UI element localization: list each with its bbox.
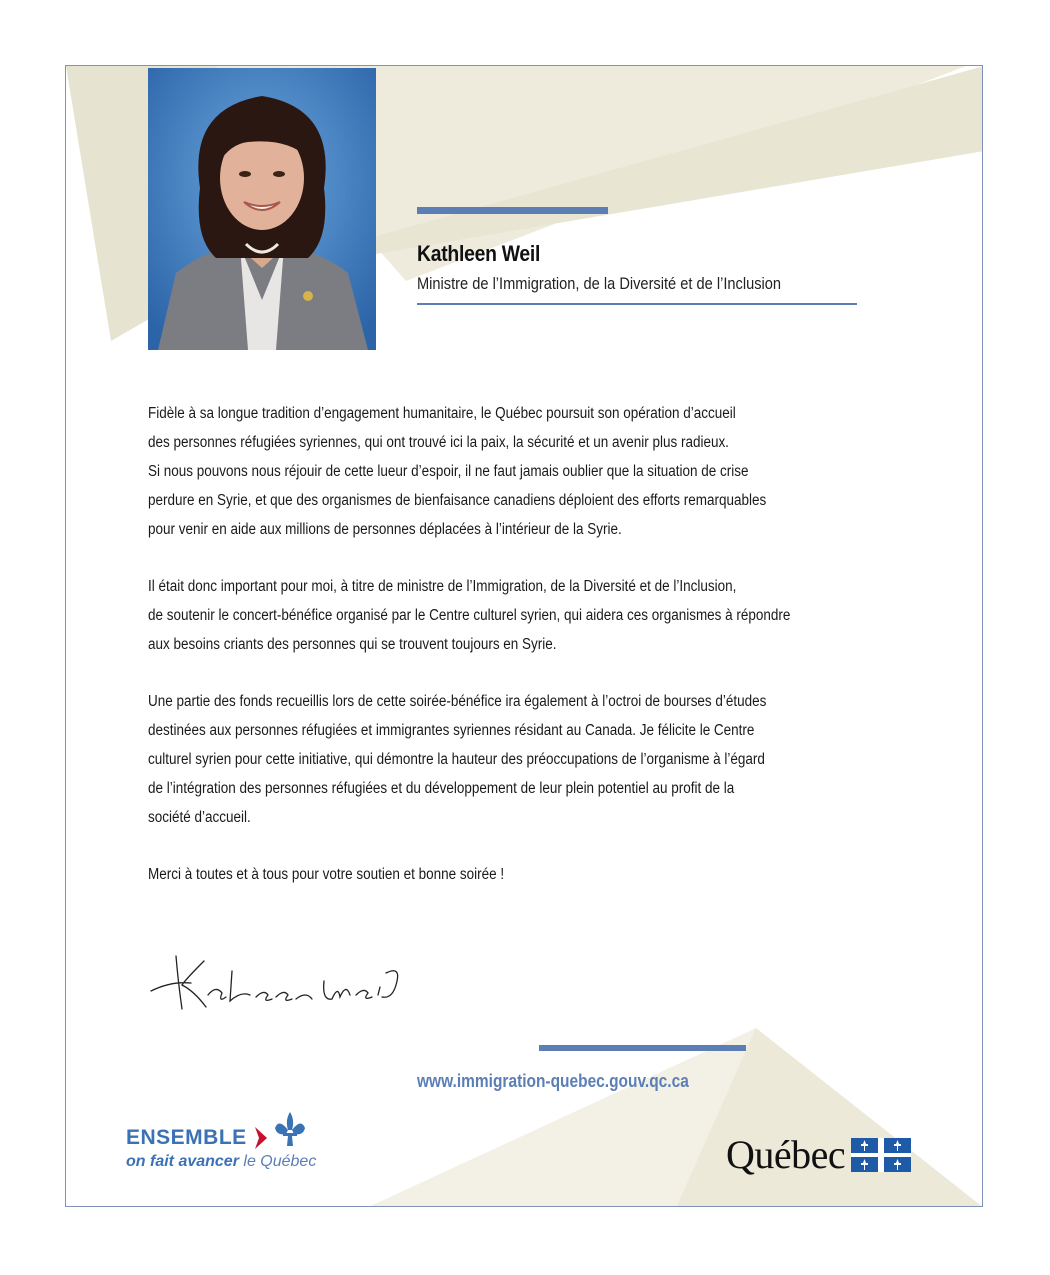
portrait-photo [148,68,376,350]
header-top-rule [417,207,608,214]
paragraph-3: Une partie des fonds recueillis lors de cette soirée-bénéfice ira également à l’octroi de bourses d’études destinées aux personnes réfugiées et immigrantes syriennes résidant au Canada. Je félicite le Centre culturel syrien pour cette initiative, qui démontre la hauteur des préoccupations de l’organisme à l’égard de l’intégration des personnes réfugiées et du développement de leur plein potentiel au profit de la société d’accueil. [148,693,767,826]
minister-title: Ministre de l’Immigration, de la Diversité et de l’Inclusion [417,274,782,293]
paragraph-1: Fidèle à sa longue tradition d’engagement humanitaire, le Québec poursuit son opération d’accueil des personnes réfugiées syriennes, qui ont trouvé ici la paix, la sécurité et un avenir plus radieux. Si nous pouvons nous réjouir de cette lueur d’espoir, il ne faut jamais oublier que la situation de crise perdure en Syrie, et que des organismes de bienfaisance canadiens déploient des efforts remarquables pour venir en aide aux millions de personnes déplacées à l’intérieur de la Syrie. [148,405,767,538]
url-rule [539,1045,746,1051]
quebec-flag-icon [851,1138,911,1172]
ensemble-word: ENSEMBLE [126,1126,247,1149]
ensemble-tagline [126,1153,316,1171]
quebec-logo [726,1131,911,1178]
quebec-wordmark: Québec [726,1132,846,1177]
header-bottom-rule [417,303,857,305]
signature-scribble [146,951,416,1021]
ensemble-tagline-end: le Québec [243,1153,317,1170]
letter-body [148,399,948,917]
ensemble-tagline-main: on fait avancer [126,1153,239,1170]
ensemble-logo [126,1124,316,1171]
minister-name: Kathleen Weil [417,241,541,266]
ensemble-chevron-icon [253,1125,271,1151]
fleur-de-lis-icon [273,1110,307,1152]
paragraph-2: Il était donc important pour moi, à titre de ministre de l’Immigration, de la Diversité et de l’Inclusion, de soutenir le concert-bénéfice organisé par le Centre culturel syrien, qui aidera ces organismes à répondre aux besoins criants des personnes qui se trouvent toujours en Syrie. [148,578,791,653]
letter-frame [65,65,983,1207]
paragraph-closing: Merci à toutes et à tous pour votre soutien et bonne soirée ! [148,866,505,883]
website-url[interactable]: www.immigration-quebec.gouv.qc.ca [417,1071,689,1091]
